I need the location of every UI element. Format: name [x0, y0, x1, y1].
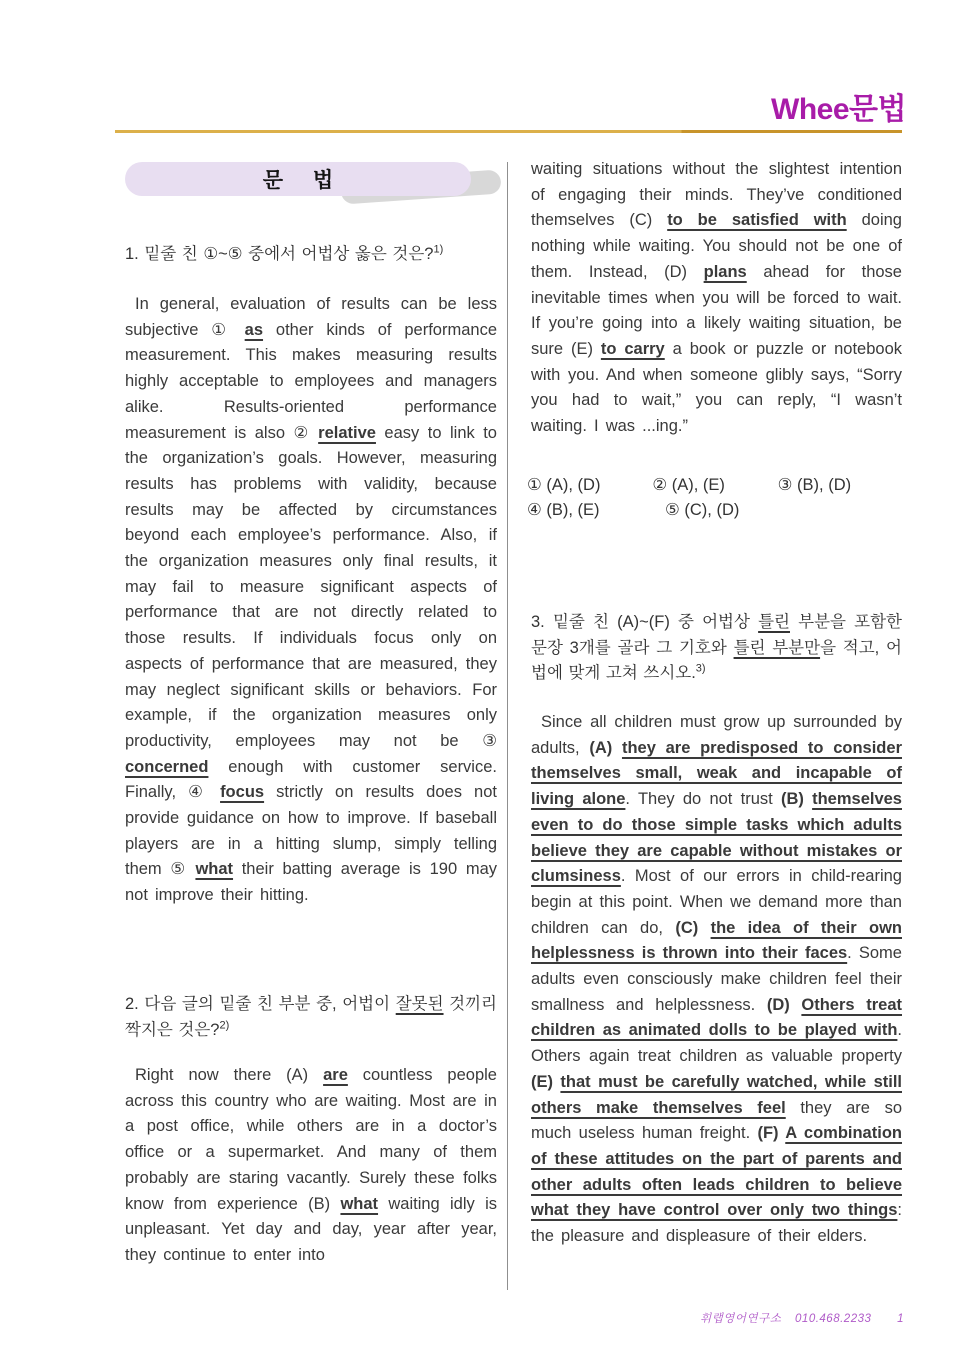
question-2-passage-left: Right now there (A) are countless people across this country who are waiting. Most are in a post office, while others are in a doctor’s office or a supermarket. And many of them probably are staring vacantly. Surely these folks know from experience (B) what waiting idly is unpleasant. Yet day and day, year after year, they continue to enter into — [125, 1066, 497, 1264]
footer-phone: 010.468.2233 — [795, 1313, 872, 1325]
page-footer — [0, 1310, 904, 1326]
option-2: ② (A), (E) — [652, 476, 725, 494]
question-2-options-row2 — [527, 498, 903, 523]
option-3: ③ (B), (D) — [777, 476, 852, 494]
option-4: ④ (B), (E) — [527, 501, 600, 519]
question-3-passage: Since all children must grow up surrounded by adults, (A) they are predisposed to consider themselves small, weak and incapable of living alone. They do not trust (B) themselves even to do those simple tasks which adults believe they are capable without mistakes or clumsiness. Most of our errors in child-rearing begin at this point. When we demand more than children can do, (C) the idea of their own helplessness is thrown into their faces. Some adults even consciously make children feel their smallness and helplessness. (D) Others treat children as animated dolls to be played with. Others again treat children as valuable property (E) that must be carefully watched, while still others make themselves feel they are so much useless human freight. (F) A combination of these attitudes on the part of parents and other adults often leads children to believe what they have control over only two things: the pleasure and displeasure of their elders. — [531, 713, 903, 1246]
grammar-section-banner — [125, 162, 471, 196]
footer-page-number: 1 — [897, 1313, 904, 1325]
question-2-options-row1 — [527, 473, 903, 498]
question-1-passage: In general, evaluation of results can be less subjective ① as other kinds of performance measurement. This makes measuring results highly acceptable to employees and managers alike. Results-oriented performance measurement is also ② relative easy to link to the organization’s goals. However, measuring results has problems with validity, because results may be affected by circumstances beyond each employee’s performance. Also, if the organization measures only final results, it may fail to measure significant aspects of performance that are not directly related to those results. If individuals focus only on aspects of performance that are measured, they may neglect significant skills or behaviors. For example, if the organization measures only productivity, employees may not be ③ concerned enough with customer service. Finally, ④ focus strictly on results does not provide guidance on how to improve. If baseball players are in a hitting slump, simply telling them ⑤ what their batting average is 190 may not improve their hitting. — [125, 295, 497, 905]
question-3-prompt: 3. 밑줄 친 (A)~(F) 중 어법상 틀린 부분을 포함한 문장 3개를 골라 그 기호와 틀린 부분만을 적고, 어법에 맞게 고쳐 쓰시오.$^{3)}$ — [531, 613, 902, 682]
option-5: ⑤ (C), (D) — [665, 501, 740, 519]
question-2-passage-right: waiting situations without the slightest intention of engaging their minds. They’ve conditioned themselves (C) to be satisfied with doing nothing while waiting. You should not be one of them. Instead, (D) plans ahead for those inevitable times when you will be forced to wait. If you’re going into a likely waiting situation, be sure (E) to carry a book or puzzle or notebook with you. And when someone glibly says, “Sorry you had to wait,” you can reply, “I wasn’t waiting. I was ...ing.” — [531, 160, 902, 436]
question-2-prompt: 2. 다음 글의 밑줄 친 부분 중, 어법이 잘못된 것끼리 짝지은 것은?$^{2)}$ — [125, 995, 497, 1039]
banner-title: 문 법 — [125, 162, 471, 196]
question-1-prompt: 1. 밑줄 친 ①~⑤ 중에서 어법상 옳은 것은?$^{1)}$ — [125, 243, 444, 263]
footer-institute: 휘랩영어연구소 — [700, 1313, 782, 1325]
header-rule — [115, 130, 902, 133]
option-1: ① (A), (D) — [527, 476, 601, 494]
column-divider — [507, 162, 508, 1290]
brand-title: Whee문법 — [771, 93, 906, 126]
